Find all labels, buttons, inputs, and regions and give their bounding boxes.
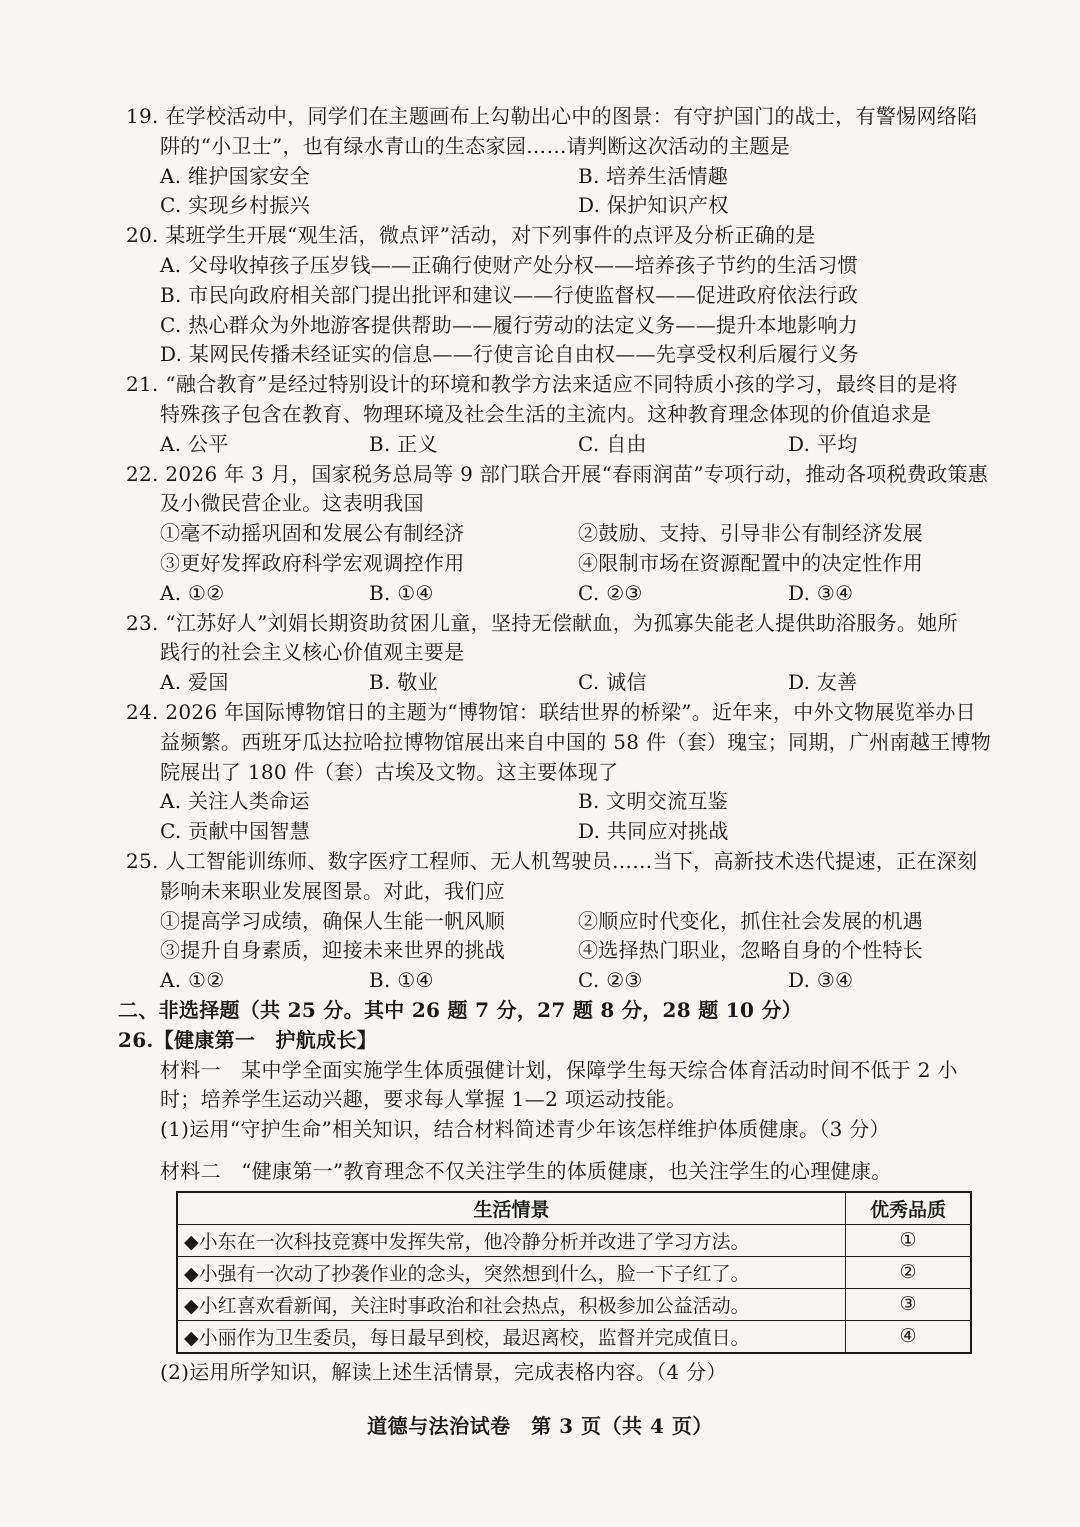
option-d: D. ③④ [788, 580, 854, 605]
option-c: C. 实现乡村振兴 [160, 193, 311, 218]
option-c: C. 诚信 [578, 670, 647, 695]
option-row [0, 966, 1080, 996]
option-a: A. ①② [160, 580, 225, 605]
option-c: C. 自由 [578, 431, 647, 456]
table-row [177, 1288, 971, 1320]
statement-3: ③更好发挥政府科学宏观调控作用 [160, 550, 465, 575]
option-a: A. 维护国家安全 [160, 163, 310, 188]
option-b: B. 文明交流互鉴 [578, 789, 729, 814]
option-row [0, 787, 1080, 817]
question-stem-line: 影响未来职业发展图景。对此，我们应 [160, 878, 506, 903]
question-23 [0, 609, 1080, 698]
option-row [0, 817, 1080, 847]
statement-1: ①提高学习成绩，确保人生能一帆风顺 [160, 908, 506, 933]
option-a: A. 父母收掉孩子压岁钱——正确行使财产处分权——培养孩子节约的生活习惯 [160, 252, 858, 277]
question-stem-line: 23. “江苏好人”刘娟长期资助贫困儿童，坚持无偿献血，为孤寡失能老人提供助浴服务。她所 [126, 610, 958, 635]
option-c: C. 热心群众为外地游客提供帮助——履行劳动的法定义务——提升本地影响力 [160, 312, 859, 337]
table-row [177, 1256, 971, 1288]
section-heading: 二、非选择题（共 25 分。其中 26 题 7 分，27 题 8 分，28 题 10 分） [118, 997, 803, 1022]
option-row [0, 430, 1080, 460]
question-20 [0, 221, 1080, 370]
material-2: 材料二 “健康第一”教育理念不仅关注学生的体质健康，也关注学生的心理健康。 [160, 1158, 892, 1183]
statement-row [0, 936, 1080, 966]
quality-cell: ③ [846, 1288, 972, 1320]
option-a: A. 关注人类命运 [160, 789, 310, 814]
option-a: A. 爱国 [160, 670, 229, 695]
scenario-cell: ◆小东在一次科技竞赛中发挥失常，他冷静分析并改进了学习方法。 [177, 1224, 846, 1256]
question-19 [0, 102, 1080, 221]
question-stem-line: 20. 某班学生开展“观生活，微点评”活动，对下列事件的点评及分析正确的是 [126, 223, 816, 248]
question-stem-line: 阱的“小卫士”，也有绿水青山的生态家园……请判断这次活动的主题是 [160, 133, 791, 158]
quality-cell: ① [846, 1224, 972, 1256]
option-b: B. 敬业 [369, 670, 438, 695]
question-24 [0, 698, 1080, 847]
statement-row [0, 907, 1080, 937]
statement-4: ④限制市场在资源配置中的决定性作用 [578, 550, 924, 575]
option-d: D. 某网民传播未经证实的信息——行使言论自由权——先享受权利后履行义务 [160, 342, 859, 367]
statement-3: ③提升自身素质，迎接未来世界的挑战 [160, 938, 506, 963]
option-d: D. 保护知识产权 [578, 193, 729, 218]
option-c: C. ②③ [578, 580, 643, 605]
scenario-cell: ◆小强有一次动了抄袭作业的念头，突然想到什么，脸一下子红了。 [177, 1256, 846, 1288]
option-c: C. 贡献中国智慧 [160, 819, 311, 844]
scenario-cell: ◆小丽作为卫生委员，每日最早到校，最迟离校，监督并完成值日。 [177, 1320, 846, 1353]
option-d: D. ③④ [788, 968, 854, 993]
question-stem-line: 及小微民营企业。这表明我国 [160, 491, 424, 516]
option-a: A. 公平 [160, 431, 229, 456]
material-1-line: 时；培养学生运动兴趣，要求每人掌握 1—2 项运动技能。 [160, 1087, 687, 1112]
question-25 [0, 847, 1080, 996]
question-stem-line: 22. 2026 年 3 月，国家税务总局等 9 部门联合开展“春雨润苗”专项行动，推动各项税费政策惠 [126, 461, 989, 486]
option-d: D. 平均 [788, 431, 858, 456]
option-row [0, 191, 1080, 221]
option-b: B. ①④ [369, 580, 434, 605]
material-1-line: 材料一 某中学全面实施学生体质强健计划，保障学生每天综合体育活动时间不低于 2 小 [160, 1057, 958, 1082]
page-content [0, 102, 1080, 1387]
question-stem-line: 院展出了 180 件（套）古埃及文物。这主要体现了 [160, 759, 619, 784]
scenario-cell: ◆小红喜欢看新闻，关注时事政治和社会热点，积极参加公益活动。 [177, 1288, 846, 1320]
question-stem-line: 益频繁。西班牙瓜达拉哈拉博物馆展出来自中国的 58 件（套）瑰宝；同期，广州南越王博物 [160, 729, 992, 754]
statement-1: ①毫不动摇巩固和发展公有制经济 [160, 521, 465, 546]
option-c: C. ②③ [578, 968, 643, 993]
option-d: D. 共同应对挑战 [578, 819, 729, 844]
table-row [177, 1320, 971, 1353]
statement-4: ④选择热门职业，忽略自身的个性特长 [578, 938, 924, 963]
option-row [0, 668, 1080, 698]
table-row [177, 1224, 971, 1256]
question-stem-line: 25. 人工智能训练师、数字医疗工程师、无人机驾驶员……当下，高新技术迭代提速，正在深刻 [126, 848, 978, 873]
question-stem-line: 24. 2026 年国际博物馆日的主题为“博物馆：联结世界的桥梁”。近年来，中外文物展览举办日 [126, 699, 976, 724]
sub-question-2: (2)运用所学知识，解读上述生活情景，完成表格内容。（4 分） [160, 1359, 727, 1384]
quality-table-wrap [0, 1187, 1080, 1358]
quality-cell: ② [846, 1256, 972, 1288]
option-b: B. 正义 [369, 431, 438, 456]
statement-row [0, 519, 1080, 549]
section-nonchoice [0, 996, 1080, 1388]
header-quality: 优秀品质 [846, 1192, 972, 1225]
option-row [0, 579, 1080, 609]
question-26-title: 26.【健康第一 护航成长】 [118, 1027, 377, 1052]
header-scenario: 生活情景 [177, 1192, 846, 1225]
sub-question-1: (1)运用“守护生命”相关知识，结合材料简述青少年该怎样维护体质健康。（3 分） [160, 1117, 890, 1142]
question-stem-line: 特殊孩子包含在教育、物理环境及社会生活的主流内。这种教育理念体现的价值追求是 [160, 401, 932, 426]
statement-2: ②顺应时代变化，抓住社会发展的机遇 [578, 908, 924, 933]
statement-2: ②鼓励、支持、引导非公有制经济发展 [578, 521, 924, 546]
table-header-row [177, 1192, 971, 1225]
question-21 [0, 370, 1080, 459]
statement-row [0, 549, 1080, 579]
question-stem-line: 践行的社会主义核心价值观主要是 [160, 640, 465, 665]
question-stem-line: 19. 在学校活动中，同学们在主题画布上勾勒出心中的图景：有守护国门的战士，有警惕网络陷 [126, 104, 978, 128]
option-d: D. 友善 [788, 670, 858, 695]
quality-cell: ④ [846, 1320, 972, 1353]
option-a: A. ①② [160, 968, 225, 993]
page-footer: 道德与法治试卷 第 3 页（共 4 页） [367, 1414, 713, 1438]
option-b: B. 市民向政府相关部门提出批评和建议——行使监督权——促进政府依法行政 [160, 282, 859, 307]
question-22 [0, 460, 1080, 609]
option-b: B. 培养生活情趣 [578, 163, 729, 188]
option-b: B. ①④ [369, 968, 434, 993]
quality-table [176, 1191, 972, 1354]
question-stem-line: 21. “融合教育”是经过特别设计的环境和教学方法来适应不同特质小孩的学习，最终目的是将 [126, 372, 958, 397]
option-row [0, 162, 1080, 192]
